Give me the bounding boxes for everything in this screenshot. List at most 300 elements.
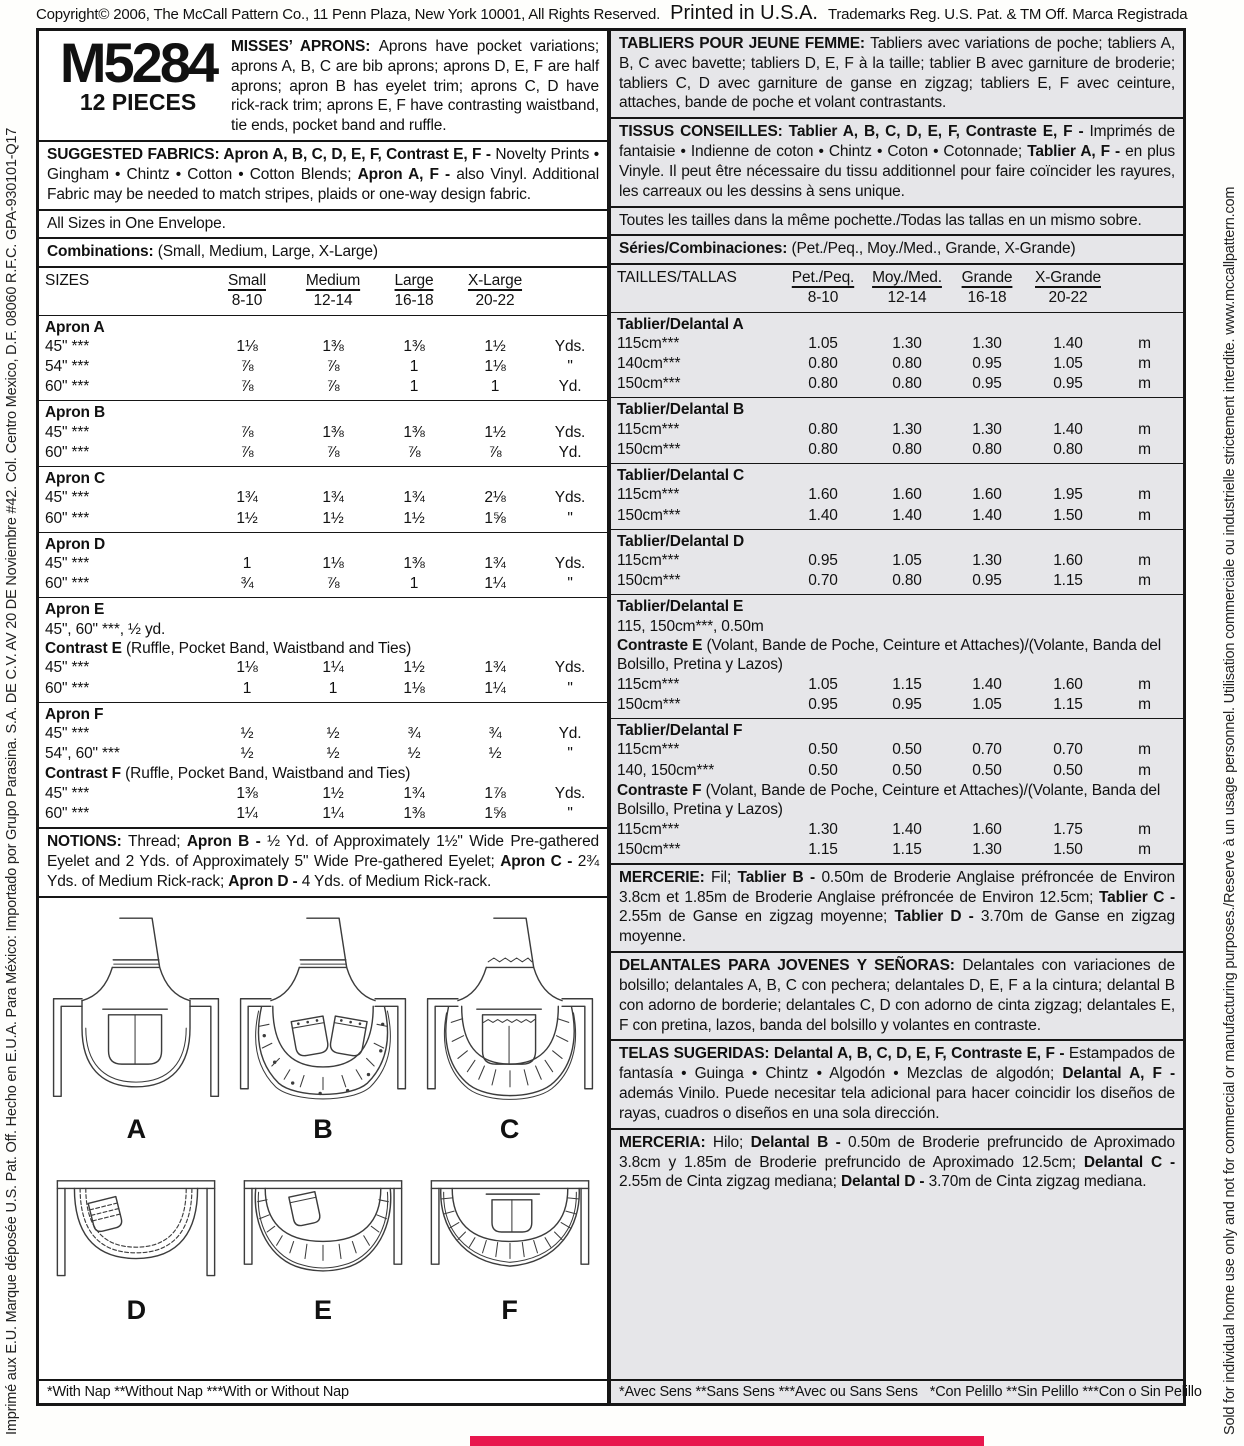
yardage-value: 1¼ [322, 804, 344, 822]
yardage-value: 1.95 [1053, 486, 1083, 504]
delantales-paragraph: DELANTALES PARA JOVENES Y SEÑORAS: Delantales con variaciones de bolsillo; delantales A, B, C con pechera; delantales D, E, F a la cintura; delantal B con adorno de borderie; delantales C, D con adorno de cinta zigzag; delantales E, F con pretina, lazos, banda del bolsillo y volantes en contraste. [619, 957, 1175, 1034]
fabric-width-label: 45" *** [45, 489, 90, 507]
yardage-value: 1⅝ [484, 804, 506, 822]
yardage-group [39, 702, 607, 827]
fabric-width-label: 140, 150cm*** [617, 761, 715, 779]
size-range-row [39, 291, 607, 311]
description-paragraph: MISSES’ APRONS: Aprons have pocket variations; aprons A, B, C are bib aprons; aprons D, E, F are half aprons; apron B has eyelet trim; aprons C, D have rick-rack trim; aprons E, F have contrasting waistband, tie ends, pocket band and ruffle. [231, 38, 599, 135]
figure-apron-f [416, 1171, 603, 1326]
yardage-row [611, 506, 1183, 526]
size-range: 12-14 [887, 289, 927, 307]
yardage-value: 1.50 [1053, 840, 1083, 858]
yardage-value: 1.05 [808, 675, 838, 693]
table-header [611, 265, 1183, 311]
yardage-value: 1⅞ [484, 784, 506, 802]
table-row-label: TAILLES/TALLAS [617, 269, 737, 287]
size-range: 8-10 [231, 292, 263, 310]
tissus-section [611, 119, 1183, 207]
yardage-unit: " [567, 575, 573, 593]
yardage-value: 1.60 [1053, 552, 1083, 570]
yardage-value: 1.60 [972, 820, 1002, 838]
yardage-unit: m [1138, 420, 1151, 438]
yardage-value: 1½ [484, 337, 506, 355]
figure-apron-b [230, 912, 417, 1145]
figure-apron-c [416, 912, 603, 1145]
mercerie-paragraph: MERCERIE: Fil; Tablier B - 0.50m de Broderie Anglaise préfroncée de Environ 3.8cm et 1.85m de Broderie Anglaise préfroncée de Environ 12.5cm; Tablier C - 2.55m de Ganse en zigzag moyenne; Tablier D - 3.70m de Ganse en zigzag moyenne. [619, 868, 1175, 946]
yardage-unit: Yds. [554, 555, 586, 573]
yardage-value: 1⅜ [403, 337, 425, 355]
fabric-width-label: 60" *** [45, 443, 90, 461]
yardage-value: ⅞ [326, 443, 340, 461]
fabric-width-label: 115cm*** [617, 820, 680, 838]
size-column-header: X-Large [467, 272, 523, 290]
yardage-row [611, 420, 1183, 440]
yardage-value: 1.60 [808, 486, 838, 504]
yardage-value: 1⅛ [236, 659, 258, 677]
yardage-value: 1.05 [892, 552, 922, 570]
yardage-value: 1.60 [972, 486, 1002, 504]
yardage-row [39, 784, 607, 804]
yardage-unit: " [567, 804, 573, 822]
fabric-width-label: 60" *** [45, 575, 90, 593]
yardage-value: 0.70 [1053, 741, 1083, 759]
yardage-value: 0.95 [808, 552, 838, 570]
yardage-row [611, 334, 1183, 354]
printed-in-usa: Printed in U.S.A. [670, 2, 818, 24]
yardage-value: 1.30 [972, 420, 1002, 438]
size-range: 20-22 [475, 292, 515, 310]
yardage-group [611, 463, 1183, 529]
yardage-group [611, 312, 1183, 398]
yardage-row [611, 695, 1183, 715]
contrast-note: Contraste E (Volant, Bande de Poche, Ceinture et Attaches)/(Volante, Banda del Bolsillo, Pretina y Lazos) [617, 637, 1162, 674]
yardage-row [611, 740, 1183, 760]
figure-label: F [501, 1294, 518, 1325]
yardage-note: 115, 150cm***, 0.50m [617, 617, 764, 635]
yardage-row [39, 337, 607, 357]
fabric-width-label: 150cm*** [617, 840, 681, 858]
yardage-row [39, 724, 607, 744]
yardage-group [611, 594, 1183, 718]
figure-label: E [313, 1294, 332, 1325]
yardage-value: 1½ [236, 509, 258, 527]
yardage-value: 1½ [403, 659, 425, 677]
copyright-line [36, 2, 1210, 25]
yardage-group-title: Tablier/Delantal B [617, 401, 745, 419]
yardage-value: 1⅜ [236, 784, 258, 802]
yardage-value: ½ [240, 725, 254, 743]
yardage-value: 1.60 [1053, 675, 1083, 693]
apron-a-drawing [46, 912, 226, 1112]
yardage-value: 0.50 [808, 741, 838, 759]
yardage-row [611, 485, 1183, 505]
yardage-value: 1¼ [322, 659, 344, 677]
yardage-row [611, 761, 1183, 781]
yardage-value: ½ [326, 745, 340, 763]
table-header [39, 268, 607, 314]
yardage-row [39, 488, 607, 508]
yardage-unit: m [1138, 506, 1151, 524]
apron-d-drawing [46, 1171, 226, 1293]
yardage-value: 1.40 [972, 675, 1002, 693]
table-header-row [39, 268, 607, 291]
yardage-unit: " [567, 509, 573, 527]
yardage-value: ½ [326, 725, 340, 743]
yardage-value: 1½ [403, 509, 425, 527]
fabric-width-label: 115cm*** [617, 334, 680, 352]
yardage-unit: " [567, 358, 573, 376]
yardage-value: 1¾ [484, 659, 506, 677]
yardage-value: 1.30 [808, 820, 838, 838]
vertical-legal-left: Imprimé aux E.U. Marque déposée U.S. Pat. Off. Hecho en E.U.A. Para México: Importado por Grupo Parasina. S.A. DE C.V. AV 20 DE Noviembre #42. Col. Centro Mexico, D.F. 08060 R.F.C. GPA-930101-Q17 [4, 127, 20, 1435]
yardage-unit: Yd. [558, 378, 582, 396]
yardage-group [39, 532, 607, 598]
yardage-unit: Yd. [558, 443, 582, 461]
yardage-value: 1¾ [236, 489, 258, 507]
yardage-value: 1¼ [484, 679, 506, 697]
fabric-width-label: 54" *** [45, 358, 90, 376]
yardage-value: 0.50 [892, 761, 922, 779]
yardage-value: 1¼ [236, 804, 258, 822]
yardage-group [39, 315, 607, 401]
yardage-value: ⅞ [240, 358, 254, 376]
yardage-value: 0.80 [808, 375, 838, 393]
yardage-value: 1¼ [484, 575, 506, 593]
yardage-value: 0.95 [972, 375, 1002, 393]
yardage-unit: Yds. [554, 659, 586, 677]
fabric-width-label: 115cm*** [617, 486, 680, 504]
vertical-legal-right: Sold for individual home use only and not for commercial or manufacturing purposes./Reserve à un usage personnel. Utilisation commerciale ou industrielle strictement interdite. www.mccallpattern.com [1222, 186, 1238, 1435]
yardage-value: 2⅛ [484, 489, 506, 507]
yardage-value: 0.95 [892, 695, 922, 713]
figure-label: C [499, 1113, 520, 1144]
nap-footnote-french: *Avec Sens **Sans Sens ***Avec ou Sans Sens [619, 1384, 918, 1400]
yardage-value: 1⅝ [484, 509, 506, 527]
series-section [611, 236, 1183, 265]
yardage-value: 1⅛ [322, 555, 344, 573]
size-range: 8-10 [807, 289, 839, 307]
yardage-value: 0.50 [808, 761, 838, 779]
right-spacer [611, 1196, 1183, 1379]
fabric-width-label: 60" *** [45, 378, 90, 396]
yardage-value: 1.40 [892, 506, 922, 524]
yardage-row [611, 354, 1183, 374]
yardage-unit: m [1138, 440, 1151, 458]
yardage-row [39, 509, 607, 529]
yardage-group [611, 718, 1183, 863]
yardage-value: 1.30 [892, 420, 922, 438]
size-column-header: X-Grande [1035, 269, 1101, 287]
main-frame [36, 28, 1202, 1406]
yardage-value: 1 [242, 679, 252, 697]
yardage-group [39, 597, 607, 701]
contrast-note: Contrast E (Ruffle, Pocket Band, Waistband and Ties) [45, 640, 412, 658]
yardage-value: ⅞ [240, 423, 254, 441]
size-column-header: Grande [961, 269, 1013, 287]
yardage-value: 1 [328, 679, 338, 697]
yardage-value: 0.80 [972, 440, 1002, 458]
toutes-tailles-section [611, 208, 1183, 237]
fabric-width-label: 45" *** [45, 423, 90, 441]
fabric-width-label: 60" *** [45, 804, 90, 822]
all-sizes-note: All Sizes in One Envelope. [47, 214, 226, 232]
yardage-value: 0.70 [808, 572, 838, 590]
fabric-width-label: 150cm*** [617, 440, 681, 458]
yardage-value: ½ [488, 745, 502, 763]
yardage-unit: " [567, 679, 573, 697]
yardage-value: 0.95 [972, 355, 1002, 373]
yardage-group-title: Tablier/Delantal C [617, 467, 745, 485]
yardage-value: 1.15 [1053, 572, 1083, 590]
size-column-header: Moy./Med. [872, 269, 942, 287]
yardage-value: ¾ [407, 725, 421, 743]
yardage-unit: m [1138, 552, 1151, 570]
yardage-group-title: Tablier/Delantal F [617, 722, 743, 740]
yardage-row [611, 551, 1183, 571]
copyright-text: Copyright© 2006, The McCall Pattern Co., 11 Penn Plaza, New York 10001, All Rights Reserved. [36, 6, 661, 23]
left-spacer [39, 1326, 607, 1379]
yardage-unit: m [1138, 572, 1151, 590]
fabric-width-label: 45" *** [45, 555, 90, 573]
yardage-value: 0.95 [1053, 375, 1083, 393]
yardage-row [39, 554, 607, 574]
merceria-section [611, 1130, 1183, 1196]
yardage-value: 1.40 [1053, 334, 1083, 352]
yardage-value: ½ [240, 745, 254, 763]
yardage-value: 1.05 [808, 334, 838, 352]
yardage-value: 1.75 [1053, 820, 1083, 838]
header-section [39, 31, 607, 142]
yardage-value: 1.15 [892, 675, 922, 693]
size-column-header: Pet./Peq. [791, 269, 855, 287]
french-spanish-column [609, 28, 1202, 1406]
tabliers-section [611, 31, 1183, 119]
yardage-value: 1¾ [484, 555, 506, 573]
combinations-section [39, 239, 607, 268]
yardage-value: ⅞ [326, 378, 340, 396]
yardage-group-title: Apron E [45, 601, 105, 619]
yardage-value: 1.40 [972, 506, 1002, 524]
apron-f-drawing [420, 1171, 600, 1293]
yardage-row [39, 574, 607, 594]
yardage-value: 1½ [484, 423, 506, 441]
yardage-group-title: Tablier/Delantal A [617, 315, 744, 333]
english-column [36, 28, 609, 1406]
yardage-value: 1 [490, 378, 500, 396]
yardage-value: 0.80 [1053, 440, 1083, 458]
trademark-text: Trademarks Reg. U.S. Pat. & TM Off. Marca Registrada [827, 6, 1188, 23]
yardage-group [39, 466, 607, 532]
all-sizes-section [39, 211, 607, 240]
yardage-value: 0.80 [892, 355, 922, 373]
size-range: 16-18 [967, 289, 1007, 307]
fabric-width-label: 115cm*** [617, 675, 680, 693]
yardage-value: ⅞ [488, 443, 502, 461]
fabric-width-label: 150cm*** [617, 506, 681, 524]
yardage-value: 1⅜ [322, 337, 344, 355]
yardage-row [611, 820, 1183, 840]
yardage-row [611, 840, 1183, 860]
yardage-unit: m [1138, 675, 1151, 693]
fabric-width-label: 45" *** [45, 659, 90, 677]
yardage-unit: " [567, 745, 573, 763]
yardage-value: 1.30 [892, 334, 922, 352]
yardage-row [611, 374, 1183, 394]
yardage-value: 1⅛ [236, 337, 258, 355]
fabric-width-label: 150cm*** [617, 375, 681, 393]
suggested-fabrics-section [39, 142, 607, 210]
notions-section [39, 829, 607, 897]
apron-c-drawing [420, 912, 600, 1112]
yardage-value: 0.50 [972, 761, 1002, 779]
yardage-value: 0.80 [808, 420, 838, 438]
fabric-width-label: 150cm*** [617, 572, 681, 590]
yardage-group-title: Apron F [45, 705, 104, 723]
yardage-value: ⅞ [326, 575, 340, 593]
yardage-value: 1 [242, 555, 252, 573]
yardage-value: 1 [409, 378, 419, 396]
fabric-width-label: 115cm*** [617, 420, 680, 438]
yardage-value: ⅞ [326, 358, 340, 376]
yardage-unit: m [1138, 840, 1151, 858]
yardage-unit: m [1138, 375, 1151, 393]
yardage-table-english [39, 268, 607, 829]
yardage-row [39, 357, 607, 377]
yardage-row [39, 423, 607, 443]
yardage-value: 0.95 [972, 572, 1002, 590]
figure-apron-d [43, 1171, 230, 1326]
fabric-width-label: 45" *** [45, 784, 90, 802]
yardage-value: 1.40 [892, 820, 922, 838]
fabric-width-label: 54", 60" *** [45, 745, 120, 763]
yardage-value: 1.60 [892, 486, 922, 504]
yardage-value: 1.30 [972, 334, 1002, 352]
yardage-row [39, 658, 607, 678]
apron-e-drawing [233, 1171, 413, 1293]
yardage-value: 1⅜ [403, 423, 425, 441]
yardage-value: 1⅛ [403, 679, 425, 697]
pattern-number: M5284 [59, 31, 217, 94]
notions-paragraph: NOTIONS: Thread; Apron B - ½ Yd. of Approximately 1½" Wide Pre-gathered Eyelet and 2 Yds. of Approximately 5" Wide Pre-gathered Eyelet; Apron C - 2¾ Yds. of Medium Rick-rack; Apron D - 4 Yds. of Medium Rick-rack. [47, 833, 600, 890]
apron-b-drawing [233, 912, 413, 1112]
yardage-row [39, 377, 607, 397]
yardage-unit: m [1138, 695, 1151, 713]
yardage-value: 1 [409, 358, 419, 376]
telas-paragraph: TELAS SUGERIDAS: Delantal A, B, C, D, E, F, Contraste E, F - Estampados de fantasía • Guinga • Chintz • Algodón • Mezclas de algodón; Delantal A, F - además Vinilo. Puede necesitar tela adicional para hacer coincidir los diseños de rayas, cuadros o diseños en una sola dirección. [619, 1045, 1175, 1122]
yardage-value: 0.80 [892, 375, 922, 393]
fabric-width-label: 60" *** [45, 679, 90, 697]
yardage-row [39, 679, 607, 699]
fabric-width-label: 115cm*** [617, 552, 680, 570]
suggested-fabrics-paragraph: SUGGESTED FABRICS: Apron A, B, C, D, E, F, Contrast E, F - Novelty Prints • Gingham • Chintz • Cotton • Cotton Blends; Apron A, F - also Vinyl. Additional Fabric may be needed to match stripes, plaids or one-way design fabric. [47, 146, 599, 203]
yardage-row [611, 675, 1183, 695]
fabric-width-label: 45" *** [45, 337, 90, 355]
combinations-note: Combinations: (Small, Medium, Large, X-Large) [47, 243, 378, 261]
yardage-table-metric [611, 265, 1183, 865]
yardage-value: ¾ [240, 575, 254, 593]
figure-apron-a [43, 912, 230, 1145]
yardage-value: 0.50 [892, 741, 922, 759]
yardage-value: 1.15 [808, 840, 838, 858]
fabric-width-label: 45" *** [45, 725, 90, 743]
yardage-row [39, 744, 607, 764]
size-range: 16-18 [394, 292, 434, 310]
yardage-unit: Yds. [554, 423, 586, 441]
yardage-value: 0.80 [808, 440, 838, 458]
size-column-header: Medium [305, 272, 361, 290]
yardage-row [39, 443, 607, 463]
yardage-value: ½ [407, 745, 421, 763]
yardage-value: 1⅜ [403, 804, 425, 822]
yardage-value: 1½ [322, 509, 344, 527]
yardage-group-title: Apron A [45, 318, 105, 336]
yardage-group-title: Apron D [45, 535, 106, 553]
nap-footnote-english: *With Nap **Without Nap ***With or Without Nap [39, 1379, 607, 1403]
figure-grid [43, 912, 603, 1326]
series-note: Séries/Combinaciones: (Pet./Peq., Moy./Med., Grande, X-Grande) [619, 240, 1076, 258]
yardage-value: 0.80 [808, 355, 838, 373]
yardage-value: 1.05 [1053, 355, 1083, 373]
mercerie-section [611, 865, 1183, 953]
size-range: 12-14 [313, 292, 353, 310]
yardage-value: 1⅛ [484, 358, 506, 376]
yardage-unit: m [1138, 741, 1151, 759]
figure-label: D [126, 1294, 147, 1325]
yardage-row [611, 571, 1183, 591]
size-column-header: Large [394, 272, 434, 290]
tissus-paragraph: TISSUS CONSEILLES: Tablier A, B, C, D, E, F, Contraste E, F - Imprimés de fantaisie • Indienne de coton • Chintz • Coton • Cotonnade; Tablier A, F - en plus Vinyle. Il peut être nécessaire du tissu additionnel pour faire coïncider les rayures, les carreaux ou les dessins à sens unique. [619, 123, 1176, 200]
yardage-group [611, 397, 1183, 463]
yardage-value: 1⅜ [403, 555, 425, 573]
yardage-value: 1.30 [972, 552, 1002, 570]
yardage-group-title: Apron C [45, 470, 106, 488]
nap-footnote-spanish: *Con Pelillo **Sin Pelillo ***Con o Sin Pelillo [929, 1384, 1202, 1400]
table-header-row [611, 265, 1183, 288]
fabric-width-label: 115cm*** [617, 741, 680, 759]
yardage-group [39, 400, 607, 466]
yardage-value: ¾ [488, 725, 502, 743]
yardage-value: 1.30 [972, 840, 1002, 858]
yardage-unit: Yds. [554, 337, 586, 355]
yardage-value: 1¾ [403, 489, 425, 507]
yardage-unit: m [1138, 820, 1151, 838]
fabric-width-label: 150cm*** [617, 695, 681, 713]
fabric-width-label: 140cm*** [617, 355, 681, 373]
contrast-note: Contrast F (Ruffle, Pocket Band, Waistband and Ties) [45, 765, 411, 783]
nap-footnote-fr-es [611, 1379, 1202, 1403]
yardage-value: ⅞ [407, 443, 421, 461]
yardage-unit: m [1138, 761, 1151, 779]
fabric-width-label: 60" *** [45, 509, 90, 527]
yardage-row [611, 440, 1183, 460]
brand-block [47, 31, 229, 116]
yardage-unit: m [1138, 486, 1151, 504]
apron-figures [39, 898, 607, 1326]
yardage-value: 1 [409, 575, 419, 593]
telas-section [611, 1041, 1183, 1129]
yardage-value: 1⅜ [322, 423, 344, 441]
yardage-value: 1¾ [322, 489, 344, 507]
yardage-row [39, 804, 607, 824]
toutes-tailles-note: Toutes les tailles dans la même pochette./Todas las tallas en un mismo sobre. [619, 211, 1142, 229]
yardage-value: 1¾ [403, 784, 425, 802]
yardage-group-title: Apron B [45, 404, 106, 422]
tabliers-paragraph: TABLIERS POUR JEUNE FEMME: Tabliers avec variations de poche; tabliers A, B, C avec bavette; tabliers D, E, F à la taille; tablier B avec garniture de broderie; tabliers C, D avec garniture de ganse en zigzag; tabliers E, F avec ceinture, attaches, bande de poche et volant contrastants. [619, 35, 1175, 112]
yardage-value: 1.05 [972, 695, 1002, 713]
yardage-value: 1.15 [1053, 695, 1083, 713]
yardage-unit: m [1138, 355, 1151, 373]
red-accent-bar [470, 1436, 984, 1446]
